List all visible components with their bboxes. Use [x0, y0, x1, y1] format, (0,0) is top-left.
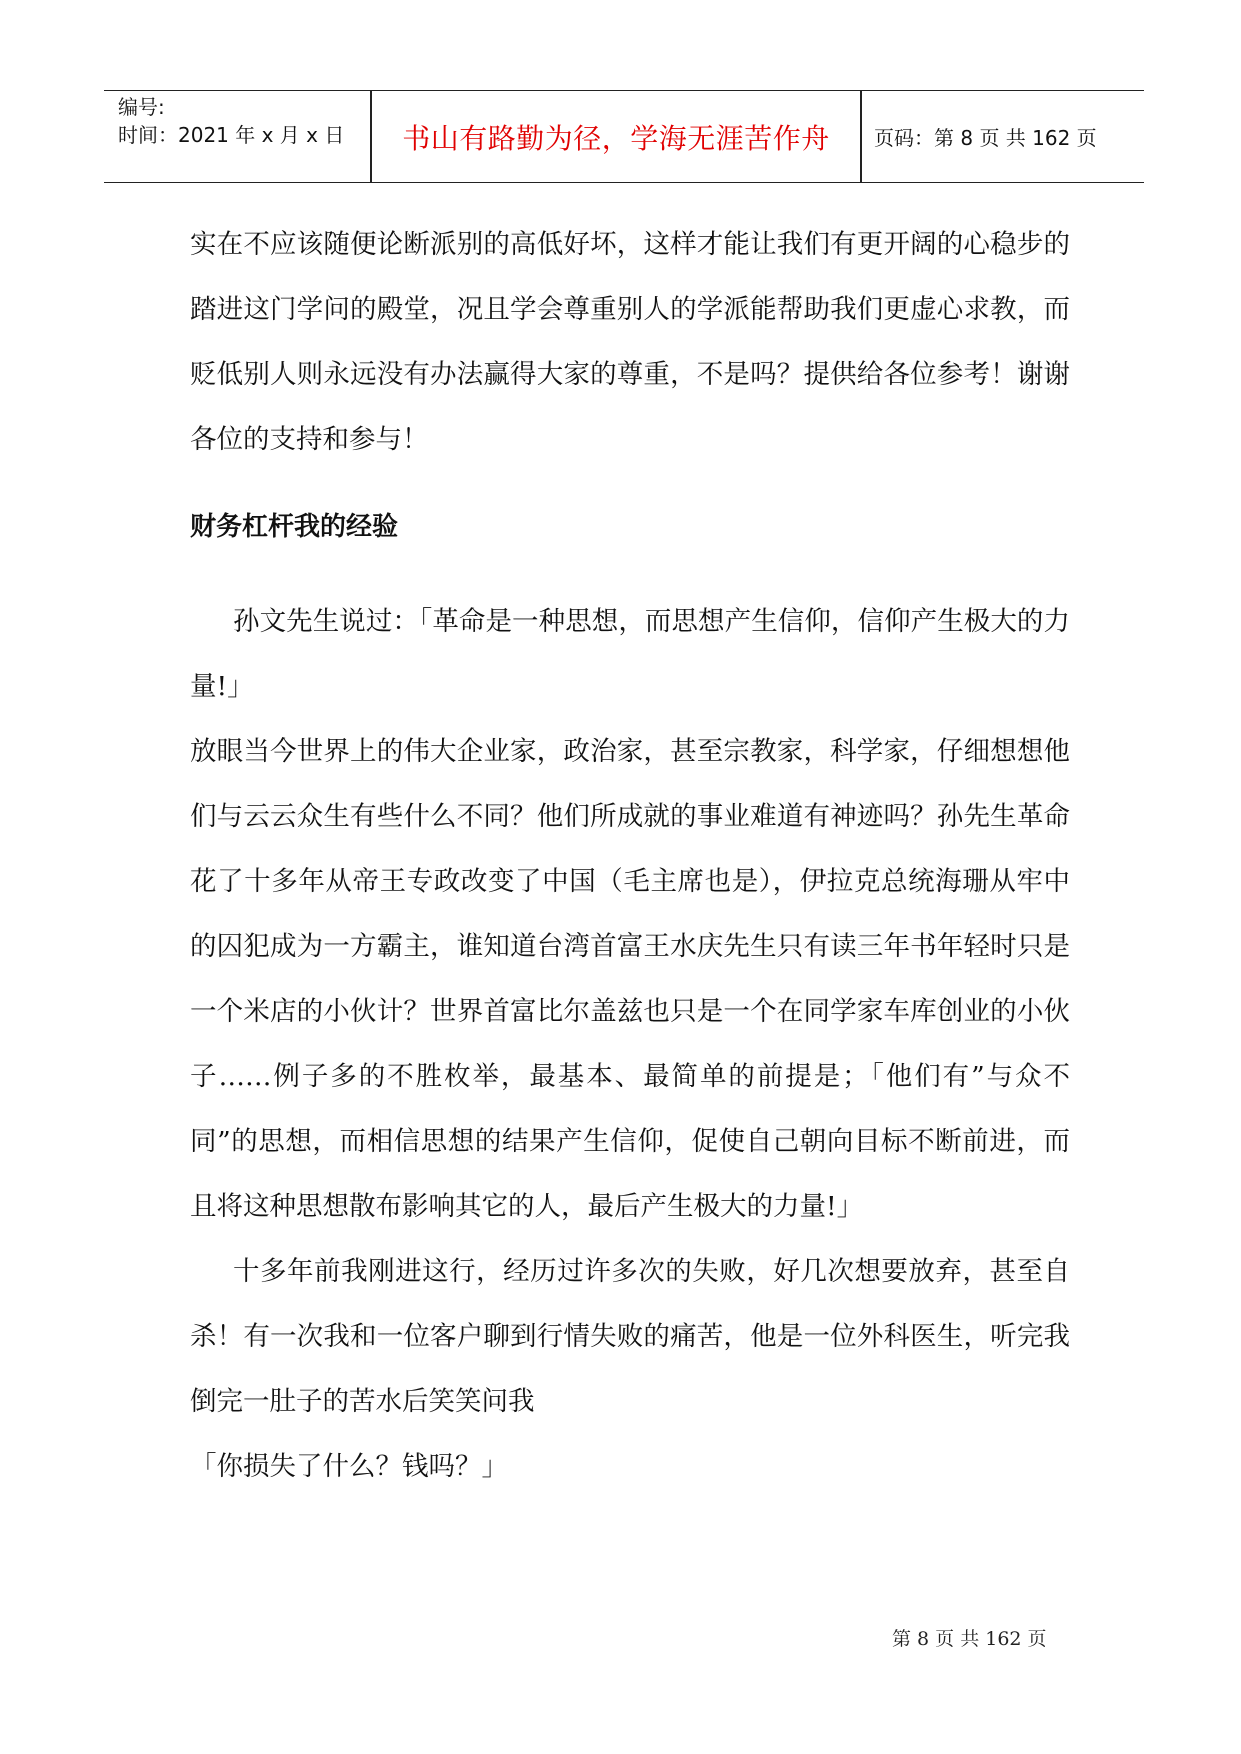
body-paragraph: 孙文先生说过：「革命是一种思想，而思想产生信仰，信仰产生极大的力量!」	[190, 606, 1070, 702]
body-paragraph: 「你损失了什么？钱吗？」	[190, 1451, 508, 1482]
header-divider	[860, 91, 862, 182]
document-number-label: 编号:	[118, 95, 165, 119]
body-paragraph: 实在不应该随便论断派别的高低好坏，这样才能让我们有更开阔的心稳步的踏进这门学问的殿堂，况且学会尊重别人的学派能帮助我们更虚心求教，而贬低别人则永远没有办法赢得大家的尊重，不是吗？提供给各位参考！谢谢各位的支持和参与！	[190, 229, 1070, 455]
document-body	[190, 212, 1070, 1499]
page-footer: 第 8 页 共 162 页	[892, 1628, 1047, 1650]
header-meta	[118, 93, 368, 149]
page-header	[104, 90, 1144, 183]
section-heading: 财务杠杆我的经验	[190, 512, 399, 542]
body-paragraph: 十多年前我刚进这行，经历过许多次的失败，好几次想要放弃，甚至自杀！有一次我和一位客户聊到行情失败的痛苦，他是一位外科医生，听完我倒完一肚子的苦水后笑笑问我	[190, 1256, 1070, 1417]
body-paragraph: 放眼当今世界上的伟大企业家，政治家，甚至宗教家，科学家，仔细想想他们与云云众生有些什么不同？他们所成就的事业难道有神迹吗？孙先生革命花了十多年从帝王专政改变了中国（毛主席也是），伊拉克总统海珊从牢中的囚犯成为一方霸主，谁知道台湾首富王水庆先生只有读三年书年轻时只是一个米店的小伙计？世界首富比尔盖兹也只是一个在同学家车库创业的小伙子……例子多的不胜枚举，最基本、最简单的前提是；「他们有”与众不同”的思想，而相信思想的结果产生信仰，促使自己朝向目标不断前进，而且将这种思想散布影响其它的人，最后产生极大的力量!」	[190, 736, 1070, 1222]
header-page-info: 页码：第 8 页 共 162 页	[874, 126, 1097, 150]
document-time-label: 时间：2021 年 x 月 x 日	[118, 123, 345, 147]
header-motto: 书山有路勤为径，学海无涯苦作舟	[402, 121, 830, 155]
